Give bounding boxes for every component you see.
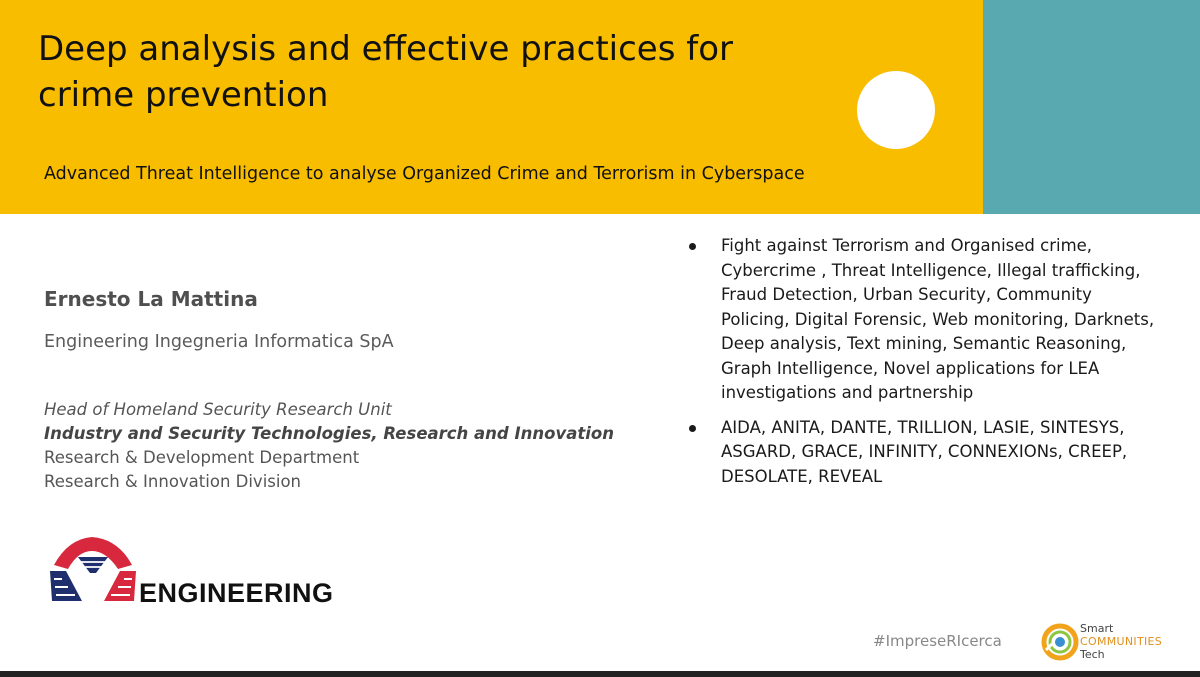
sct-line-3: Tech [1080,648,1105,661]
decorative-circle [857,71,935,149]
teal-quarter-shape [983,0,1200,214]
presenter-department: Research & Development Department [44,448,360,467]
bullet-dot-icon [689,425,696,432]
engineering-logo [48,535,368,615]
bullet-dot-icon [689,243,696,250]
sct-line-2: COMMUNITIES [1080,635,1163,648]
bullet-text: AIDA, ANITA, DANTE, TRILLION, LASIE, SINTESYS, ASGARD, GRACE, INFINITY, CONNEXIONs, CREEP, DESOLATE, REVEAL [721,417,1128,486]
presenter-name: Ernesto La Mattina [44,287,258,311]
bullet-list [683,234,1163,489]
header-band [0,0,1200,214]
smart-communities-tech-logo [1040,620,1180,666]
smart-communities-tech-icon [1040,620,1080,666]
presenter-unit: Industry and Security Technologies, Research and Innovation [44,424,614,443]
bottom-bar [0,671,1200,677]
company-name: Engineering Ingegneria Informatica SpA [44,332,394,352]
sct-line-1: Smart [1080,622,1114,635]
bullet-item [683,416,1163,490]
presenter-division: Research & Innovation Division [44,472,302,491]
hashtag: #ImpreseRIcerca [873,632,1002,650]
engineering-logo-icon [48,535,138,603]
presenter-role: Head of Homeland Security Research Unit [44,400,392,419]
slide-title: Deep analysis and effective practices for crime prevention [38,29,733,115]
sct-logo-text [1080,622,1180,661]
engineering-logo-text: ENGINEERING [139,578,334,608]
bullet-item [683,234,1163,406]
bullet-text: Fight against Terrorism and Organised crime, Cybercrime , Threat Intelligence, Illegal trafficking, Fraud Detection, Urban Security, Community Policing, Digital Forensic, Web monitoring, Darknets, Deep analysis, Text mining, Semantic Reasoning, Graph Intelligence, Novel applications for LEA investigations and partnership [721,236,1155,402]
affiliation-block [44,398,654,494]
slide-subtitle: Advanced Threat Intelligence to analyse Organized Crime and Terrorism in Cyberspace [44,164,805,184]
